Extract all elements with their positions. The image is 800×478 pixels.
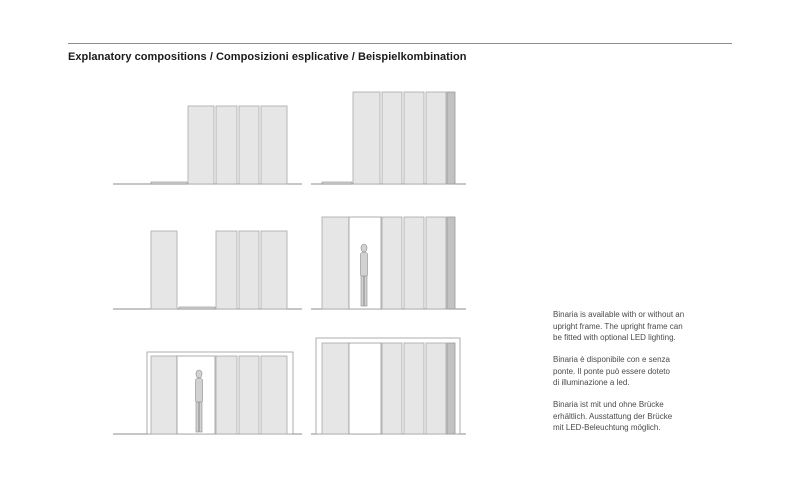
note-german: Binaria ist mit und ohne Brücke erhältlich. Ausstattung der Brücke mit LED-Beleuchtung möglich. [553, 400, 673, 433]
sliding-panel [322, 343, 349, 434]
door-opening [349, 343, 381, 434]
floor-track [322, 182, 352, 184]
sliding-panel [426, 343, 446, 434]
sliding-panel [404, 343, 424, 434]
sliding-panel [404, 217, 424, 309]
upright-frame [447, 217, 455, 309]
sliding-panel [151, 231, 177, 309]
upright-frame [447, 343, 455, 434]
sliding-panel [216, 231, 237, 309]
composition-2 [311, 92, 466, 184]
sliding-panel [382, 343, 402, 434]
sliding-panel [216, 106, 237, 184]
sliding-panel [239, 231, 259, 309]
sliding-panel [188, 106, 214, 184]
upright-frame [447, 92, 455, 184]
note-italian: Binaria è disponibile con e senza ponte. Il ponte può essere doteto di illuminazione a led. [553, 355, 670, 388]
sliding-panel [239, 106, 259, 184]
sliding-panel [426, 217, 446, 309]
description-notes [553, 309, 753, 444]
composition-4 [311, 217, 466, 309]
sliding-panel [353, 92, 380, 184]
sliding-panel [382, 217, 402, 309]
page-title: Explanatory compositions / Composizioni esplicative / Beispielkombination [68, 51, 467, 63]
sliding-panel [216, 356, 237, 434]
composition-1 [113, 106, 302, 184]
sliding-panel [261, 356, 287, 434]
sliding-panel [261, 106, 287, 184]
floor-track [151, 182, 187, 184]
composition-3 [113, 231, 302, 309]
sliding-panel [426, 92, 446, 184]
floor-track [179, 307, 215, 309]
sliding-panel [261, 231, 287, 309]
composition-5 [113, 352, 302, 434]
sliding-panel [151, 356, 177, 434]
composition-6 [311, 338, 466, 434]
sliding-panel [239, 356, 259, 434]
sliding-panel [404, 92, 424, 184]
note-english: Binaria is available with or without an upright frame. The upright frame can be fitted with optional LED lighting. [553, 310, 685, 343]
sliding-panel [382, 92, 402, 184]
sliding-panel [322, 217, 349, 309]
